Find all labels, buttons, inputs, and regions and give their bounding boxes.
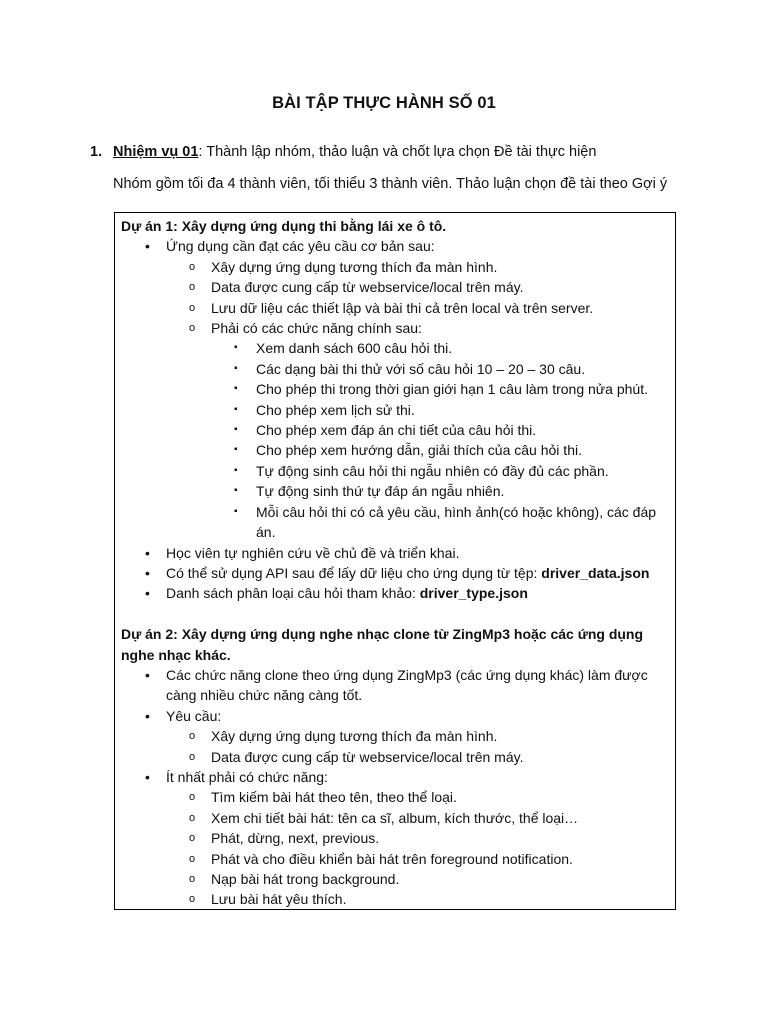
list-item: ▪ Cho phép thi trong thời gian giới hạn 1 câu làm trong nửa phút. [121, 379, 675, 399]
square-bullet-icon: ▪ [234, 505, 238, 517]
list-item: • Có thể sử dụng API sau để lấy dữ liệu cho ứng dụng từ tệp: driver_data.json [121, 563, 675, 583]
square-bullet-icon: ▪ [234, 362, 238, 374]
list-item: ▪ Cho phép xem đáp án chi tiết của câu hỏi thi. [121, 420, 675, 440]
square-bullet-icon: ▪ [234, 403, 238, 415]
circle-bullet-icon: o [189, 260, 196, 273]
square-bullet-icon: ▪ [234, 485, 238, 497]
list-item: o Data được cung cấp từ webservice/local trên máy. [121, 747, 675, 767]
api-file-name: driver_data.json [541, 564, 650, 581]
list-item: ▪ Tự động sinh câu hỏi thi ngẫu nhiên có đầy đủ các phần. [121, 461, 675, 481]
circle-bullet-icon: o [189, 301, 196, 314]
type-file-name: driver_type.json [419, 585, 528, 602]
list-item: o Phải có các chức năng chính sau: [121, 318, 675, 338]
circle-bullet-icon: o [189, 281, 196, 294]
list-item: ▪ Cho phép xem hướng dẫn, giải thích của câu hỏi thi. [121, 440, 675, 460]
circle-bullet-icon: o [189, 852, 196, 865]
bullet-icon: • [145, 544, 150, 561]
list-item: ▪ Cho phép xem lịch sử thi. [121, 400, 675, 420]
list-item: ▪ Các dạng bài thi thử với số câu hỏi 10 – 20 – 30 câu. [121, 359, 675, 379]
list-item: o Lưu bài hát yêu thích. [121, 889, 675, 909]
bullet-icon: • [145, 564, 150, 581]
list-item: o Xem chi tiết bài hát: tên ca sĩ, album, kích thước, thể loại… [121, 808, 675, 828]
list-item: • Ứng dụng cần đạt các yêu cầu cơ bản sau: [121, 236, 675, 256]
list-item: • Học viên tự nghiên cứu về chủ đề và triển khai. [121, 543, 675, 563]
document-title: BÀI TẬP THỰC HÀNH SỐ 01 [272, 94, 496, 112]
list-item: o Xây dựng ứng dụng tương thích đa màn hình. [121, 726, 675, 746]
circle-bullet-icon: o [189, 872, 196, 885]
square-bullet-icon: ▪ [234, 444, 238, 456]
list-item: o Lưu dữ liệu các thiết lập và bài thi cả trên local và trên server. [121, 298, 675, 318]
circle-bullet-icon: o [189, 832, 196, 845]
bullet-icon: • [145, 666, 150, 683]
circle-bullet-icon: o [189, 791, 196, 804]
circle-bullet-icon: o [189, 730, 196, 743]
bullet-icon: • [145, 585, 150, 602]
list-item: o Phát, dừng, next, previous. [121, 828, 675, 848]
project1-title: Dự án 1: Xây dựng ứng dụng thi bằng lái xe ô tô. [121, 218, 447, 234]
circle-bullet-icon: o [189, 750, 196, 763]
task-number: 1. [90, 144, 103, 160]
list-item: o Data được cung cấp từ webservice/local trên máy. [121, 277, 675, 297]
list-item: • Ít nhất phải có chức năng: [121, 767, 675, 787]
bullet-icon: • [145, 707, 150, 724]
circle-bullet-icon: o [189, 893, 196, 906]
task-label: Nhiệm vụ 01 [113, 144, 199, 160]
spacer [121, 604, 675, 624]
list-item: ▪ Xem danh sách 600 câu hỏi thi. [121, 338, 675, 358]
list-item: o Xây dựng ứng dụng tương thích đa màn hình. [121, 257, 675, 277]
bullet-icon: • [145, 768, 150, 785]
list-item: o Nạp bài hát trong background. [121, 869, 675, 889]
list-item: o Tìm kiếm bài hát theo tên, theo thể loại. [121, 787, 675, 807]
square-bullet-icon: ▪ [234, 383, 238, 395]
project2-title: Dự án 2: Xây dựng ứng dụng nghe nhạc clone từ ZingMp3 hoặc các ứng dụng nghe nhạc khác. [121, 626, 644, 663]
task-text: : Thành lập nhóm, thảo luận và chốt lựa chọn Đề tài thực hiện [198, 144, 597, 160]
list-item: ▪ Mỗi câu hỏi thi có cả yêu cầu, hình ảnh(có hoặc không), các đáp án. [234, 503, 657, 541]
square-bullet-icon: ▪ [234, 342, 238, 354]
circle-bullet-icon: o [189, 322, 196, 335]
list-item: o Phát và cho điều khiển bài hát trên foreground notification. [121, 849, 675, 869]
list-item: • Yêu cầu: [121, 706, 675, 726]
task-note: Nhóm gồm tối đa 4 thành viên, tối thiểu 3 thành viên. Thảo luận chọn đề tài theo Gợi ý [113, 176, 668, 192]
square-bullet-icon: ▪ [234, 424, 238, 436]
list-item: • Danh sách phân loại câu hỏi tham khảo: driver_type.json [121, 583, 675, 603]
projects-box [114, 212, 676, 910]
task-heading [90, 142, 596, 162]
list-item: ▪ Tự động sinh thứ tự đáp án ngẫu nhiên. [121, 481, 675, 501]
square-bullet-icon: ▪ [234, 464, 238, 476]
bullet-icon: • [145, 238, 150, 255]
circle-bullet-icon: o [189, 811, 196, 824]
list-item: • Các chức năng clone theo ứng dụng ZingMp3 (các ứng dụng khác) làm được càng nhiều chức năng càng tốt. [145, 666, 648, 704]
